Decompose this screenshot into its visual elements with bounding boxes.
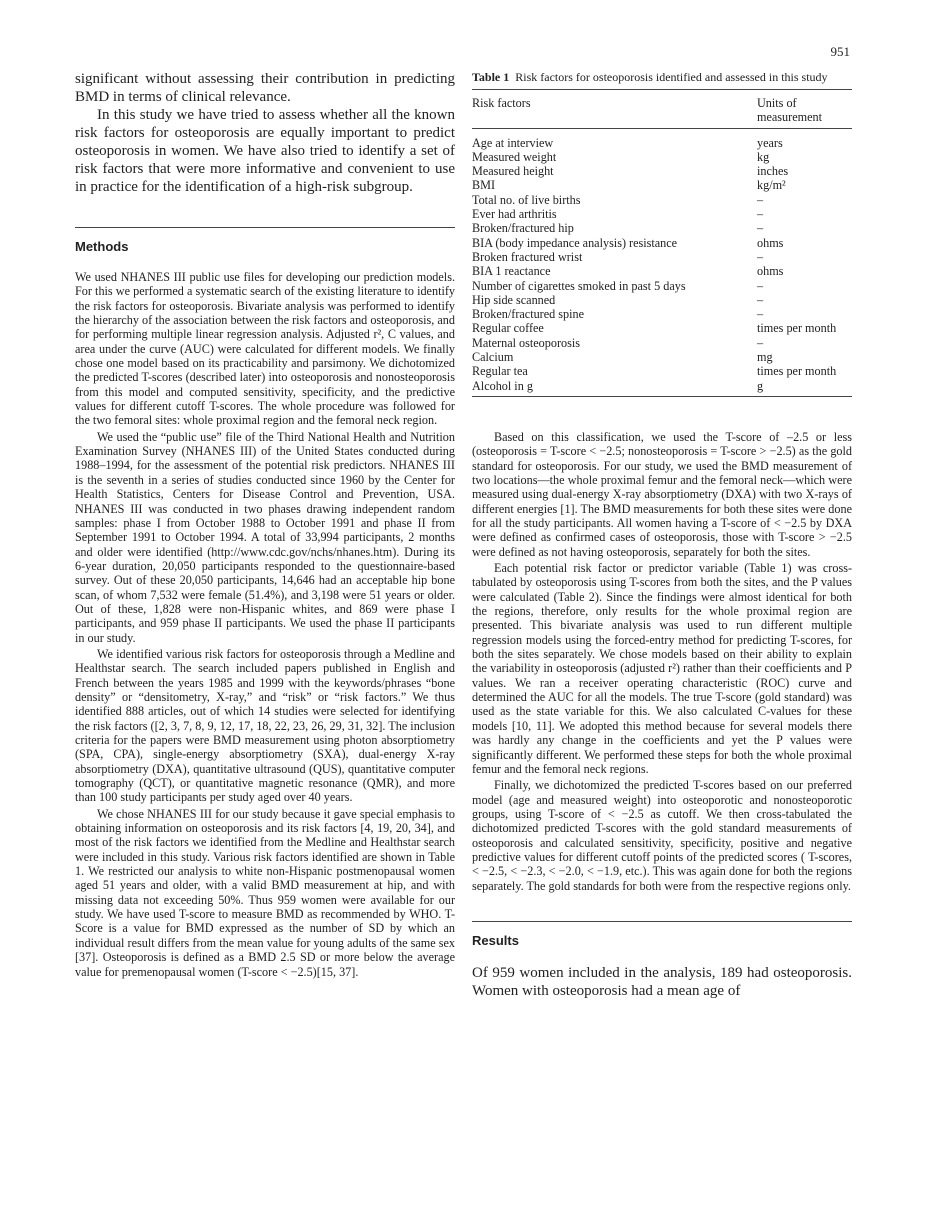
risk-factor-cell: Number of cigarettes smoked in past 5 days xyxy=(472,278,686,293)
risk-factor-cell: Age at interview xyxy=(472,135,554,150)
unit-cell: times per month xyxy=(757,321,837,336)
table-row xyxy=(472,264,852,278)
table-row xyxy=(472,236,852,250)
unit-cell: – xyxy=(757,278,764,293)
unit-cell: ohms xyxy=(757,235,784,250)
table-row xyxy=(472,136,852,150)
risk-factor-cell: Ever had arthritis xyxy=(472,207,557,222)
unit-cell: – xyxy=(757,307,764,322)
intro-paragraph-2: In this study we have tried to assess whether all the known risk factors for osteoporosis are equally important to predict osteoporosis in women. We have also tried to identify a set of risk factors that were more informative and convenient to use in practice for the identification of a high-risk subgroup. xyxy=(75,107,455,195)
intro-paragraph-1: significant without assessing their contribution in predicting BMD in terms of clinical relevance. xyxy=(75,71,455,105)
table-row xyxy=(472,150,852,164)
table-caption-text: Risk factors for osteoporosis identified and assessed in this study xyxy=(515,70,828,84)
risk-factor-cell: Measured height xyxy=(472,164,554,179)
table-row xyxy=(472,193,852,207)
risk-factor-cell: Regular coffee xyxy=(472,321,544,336)
risk-factor-cell: Calcium xyxy=(472,350,514,365)
table-row xyxy=(472,164,852,178)
risk-factor-cell: Maternal osteoporosis xyxy=(472,335,580,350)
table-row xyxy=(472,293,852,307)
table-header-cell: Units of measurement xyxy=(757,96,822,125)
table-row xyxy=(472,307,852,321)
unit-cell: inches xyxy=(757,164,789,179)
unit-cell: ohms xyxy=(757,264,784,279)
table-row xyxy=(472,336,852,350)
unit-cell: mg xyxy=(757,350,773,365)
table-row xyxy=(472,250,852,264)
table-row xyxy=(472,379,852,393)
unit-cell: – xyxy=(757,221,764,236)
table-row xyxy=(472,178,852,192)
unit-cell: kg xyxy=(757,149,770,164)
table-caption xyxy=(472,70,852,84)
right-paragraph-1: Based on this classification, we used the T-score of –2.5 or less (osteoporosis = T-score < −2.5; nonosteoporosis = T-score > −2.5) as the gold standard for osteoporosis. For our study, we used the BMD measurement of two locations—the whole proximal femur and the femoral neck—which were measured using dual-energy X-ray absorptiometry (DXA) with two X-rays of different energies [1]. The BMD measurements for both these sites were done for all the study participants. All women having a T-score of < −2.5 by DXA were defined as confirmed cases of osteoporosis, those with T-score > −2.5 were defined as not having osteoporosis, separately for both the sites. xyxy=(472,429,852,559)
unit-cell: – xyxy=(757,335,764,350)
table-label: Table 1 xyxy=(472,70,510,84)
table-row xyxy=(472,207,852,221)
left-column xyxy=(75,70,455,979)
table-row xyxy=(472,350,852,364)
risk-factor-cell: Alcohol in g xyxy=(472,378,533,393)
risk-factor-table xyxy=(472,90,852,125)
unit-cell: kg/m² xyxy=(757,178,786,193)
unit-cell: g xyxy=(757,378,764,393)
table-bottom-rule xyxy=(472,396,852,397)
risk-factor-cell: Measured weight xyxy=(472,149,557,164)
right-paragraph-2: Each potential risk factor or predictor variable (Table 1) was cross-tabulated by osteoporosis using T-scores from both the sites, and the P values were calculated (Table 2). Since the findings were almost identical for both the regions, therefore, only results for the whole proximal region are presented. This bivariate analysis was used to run different multiple regression models using the forced-entry method for predicting T-scores, for both the sites separately. We chose models based on their ability to explain the variability in osteoporosis (adjusted r²) rather than their coefficients and P values. We ran a receiver operating characteristic (ROC) curve and determined the AUC for all the models. The true T-score (gold standard) was used as the state variable for this. We also calculated C-values for these models [10, 11]. We adopted this method because for several models there was hardly any change in the coefficients and yet the P values were significantly different. We performed these steps for both the whole proximal femur and the femoral neck regions. xyxy=(472,561,852,776)
table-header-rule xyxy=(472,128,852,129)
methods-paragraph-1: We used NHANES III public use files for developing our prediction models. For this we performed a systematic search of the existing literature to identify the risk factors for osteoporosis. Bivariate analysis was performed to identify the hierarchy of the association between the risk factors and osteoporosis, and for performing multiple linear regression analysis. Adjusted r², C values, and area under the curve (AUC) were calculated for different models. We finally chose one model based on its practicability and parsimony. We dichotomized the predicted T-scores (described later) into osteoporosis and nonosteoporosis from this model and computed sensitivity, specificity, and the predictive values for different cutoff T-scores. The whole procedure was followed for the two femoral sites: whole proximal region and the femoral neck region. xyxy=(75,270,455,428)
section-divider xyxy=(472,921,852,922)
table-1 xyxy=(472,70,852,397)
unit-cell: – xyxy=(757,292,764,307)
unit-cell: – xyxy=(757,207,764,222)
risk-factor-cell: Broken fractured wrist xyxy=(472,249,583,264)
table-header-cell: Risk factors xyxy=(472,96,531,110)
unit-cell: years xyxy=(757,135,783,150)
results-paragraph-1: Of 959 women included in the analysis, 189 had osteoporosis. Women with osteoporosis had a mean age of xyxy=(472,964,852,999)
table-row xyxy=(472,321,852,335)
risk-factor-cell: Hip side scanned xyxy=(472,292,556,307)
page-number: 951 xyxy=(830,44,850,59)
methods-paragraph-2: We used the “public use” file of the Third National Health and Nutrition Examination Survey (NHANES III) of the United States conducted during 1988–1994, for the assessment of the potential risk predictors. NHANES III is the seventh in a series of studies conducted since 1960 by the Center for Health Statistics, Centers for Disease Control and Prevention, USA. NHANES III was conducted in two phases drawing independent random samples: phase I from October 1988 to October 1991 and phase II from September 1991 to October 1994. A total of 33,994 participants, 2 months and older were identified (http://www.cdc.gov/nchs/nhanes.htm). During its 6-year duration, 20,050 participants responded to the questionnaire-based survey. Out of these 20,050 participants, 14,646 had an acceptable hip bone scan, of whom 7,532 were female (51.4%), and 3,198 were 51 years or older. Out of these, 1,828 were non-Hispanic whites, and 869 were phase I participants, and 959 phase II participants. We used the phase II participants in our study. xyxy=(75,429,455,645)
unit-cell: times per month xyxy=(757,364,837,379)
risk-factor-cell: BIA 1 reactance xyxy=(472,264,551,279)
risk-factor-cell: BMI xyxy=(472,178,496,193)
risk-factor-cell: Regular tea xyxy=(472,364,528,379)
risk-factor-cell: BIA (body impedance analysis) resistance xyxy=(472,235,678,250)
unit-cell: – xyxy=(757,249,764,264)
right-column xyxy=(472,70,852,1000)
table-row xyxy=(472,221,852,235)
table-header-row xyxy=(472,90,852,125)
table-row xyxy=(472,364,852,378)
unit-cell: – xyxy=(757,192,764,207)
risk-factor-table-body xyxy=(472,136,852,393)
risk-factor-cell: Broken/fractured hip xyxy=(472,221,574,236)
table-row xyxy=(472,279,852,293)
methods-heading: Methods xyxy=(75,239,129,254)
risk-factor-cell: Broken/fractured spine xyxy=(472,307,585,322)
section-divider xyxy=(75,227,455,228)
methods-paragraph-4: We chose NHANES III for our study because it gave special emphasis to obtaining information on osteoporosis and its risk factors [4, 19, 20, 34], and most of the risk factors we identified from the Medline and Healthstar search were included in this study. Various risk factors identified are shown in Table 1. We restricted our analysis to white non-Hispanic postmenopausal women aged 51 years and older, with a valid BMD measurement at hip, and with missing data not exceeding 50%. Thus 959 women were available for our study. We have used T-score to measure BMD as recommended by WHO. T-Score is a value for BMD expressed as the number of SD by which an individual result differs from the mean value for young adults of the same sex [37]. Osteoporosis is defined as a BMD 2.5 SD or more below the average value for premenopausal women (T-score < −2.5)[15, 37]. xyxy=(75,806,455,979)
methods-paragraph-3: We identified various risk factors for osteoporosis through a Medline and Healthstar search. The search included papers published in English and French between the years 1985 and 1999 with the keywords/phrases “bone density” or “densitometry, X-ray,” and “risk” or “risk factors.” We thus identified 888 articles, out of which 14 studies were selected for identifying the risk factors ([2, 3, 7, 8, 9, 12, 17, 18, 22, 23, 26, 29, 31, 32]. The inclusion criteria for the papers were BMD measurement using photon absorptiometry (SPA, CPA), single-energy absorptiometry (SXA), dual-energy X-ray absorptiometry (DXA), quantitative ultrasound (QUS), quantitative computer tomography (QCT), or quantitative magnetic resonance (QMR), and more than 100 study participants per study aged over 40 years. xyxy=(75,646,455,805)
results-heading: Results xyxy=(472,932,519,948)
right-paragraph-3: Finally, we dichotomized the predicted T-scores based on our preferred model (age and measured weight) into osteoporotic and nonosteoporotic groups, using T-score of < −2.5 as cutoff. We then cross-tabulated the dichotomized predicted T-scores with the gold standard measurements of osteoporosis and calculated sensitivity, specificity, positive and negative predictive values for different cutoff points of the predicted scores ( T-scores, < −2.5, < −2.3, < −2.0, < −1.9, etc.). This was again done for both the regions separately. The gold standards for both were from the respective regions only. xyxy=(472,778,852,893)
risk-factor-cell: Total no. of live births xyxy=(472,192,581,207)
